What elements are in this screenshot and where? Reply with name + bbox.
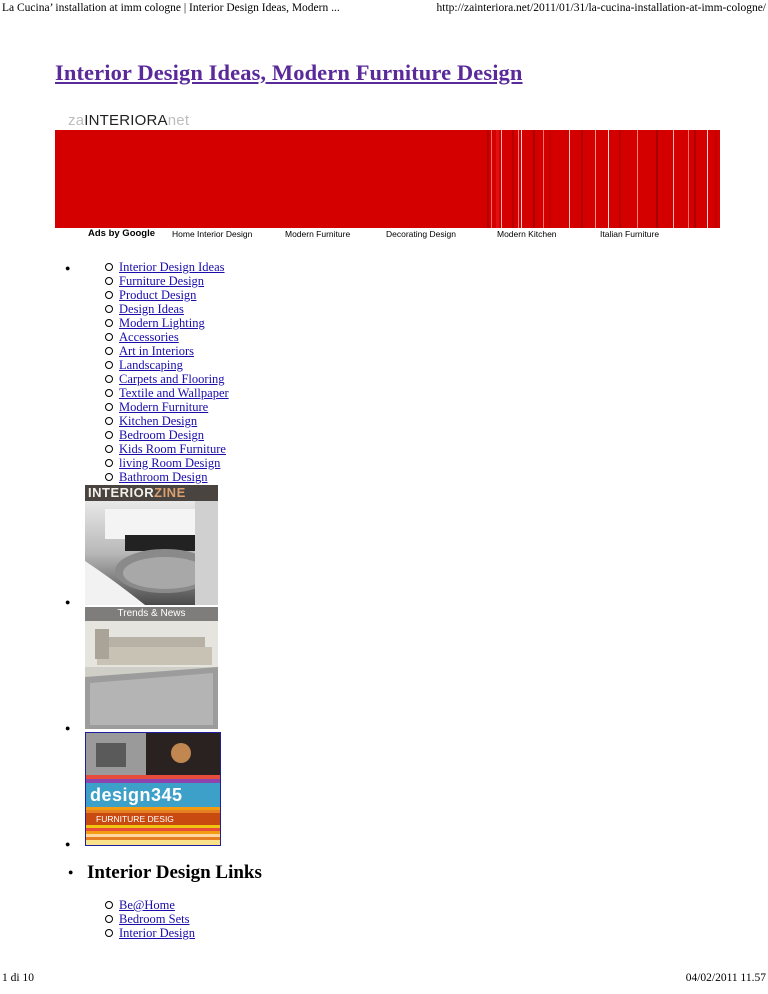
interiorzine-logo	[85, 485, 218, 501]
circle-bullet-icon	[105, 901, 113, 909]
menu-link[interactable]: Kids Room Furniture	[119, 442, 226, 456]
circle-bullet-icon	[105, 431, 113, 439]
circle-bullet-icon	[105, 459, 113, 467]
menu-link[interactable]: living Room Design	[119, 456, 221, 470]
menu-link[interactable]: Art in Interiors	[119, 344, 194, 358]
design345-logo-text: design345	[86, 783, 220, 807]
menu-item[interactable]	[105, 456, 229, 470]
trends-news-label: Trends & News	[85, 607, 218, 621]
menu-link[interactable]: Product Design	[119, 288, 197, 302]
menu-item[interactable]	[105, 274, 229, 288]
menu-item[interactable]	[105, 470, 229, 484]
link-be-at-home[interactable]: Be@Home	[119, 898, 175, 912]
ad-link-italian-furniture[interactable]: Italian Furniture	[600, 229, 660, 239]
ad-link-home-interior-design[interactable]: Home Interior Design	[172, 229, 253, 239]
menu-item[interactable]	[105, 288, 229, 302]
print-header	[0, 2, 768, 20]
list-item[interactable]	[105, 898, 195, 912]
circle-bullet-icon	[105, 915, 113, 923]
menu-link[interactable]: Landscaping	[119, 358, 183, 372]
circle-bullet-icon	[105, 445, 113, 453]
menu-link[interactable]: Furniture Design	[119, 274, 205, 288]
category-menu	[105, 260, 229, 484]
circle-bullet-icon	[105, 361, 113, 369]
interiorzine-photo	[85, 501, 218, 605]
menu-item[interactable]	[105, 260, 229, 274]
ad-link-modern-furniture[interactable]: Modern Furniture	[285, 229, 351, 239]
circle-bullet-icon	[105, 347, 113, 355]
circle-bullet-icon	[105, 277, 113, 285]
menu-link[interactable]: Interior Design Ideas	[119, 260, 225, 274]
menu-link[interactable]: Kitchen Design	[119, 414, 198, 428]
circle-bullet-icon	[105, 291, 113, 299]
circle-bullet-icon	[105, 417, 113, 425]
menu-item[interactable]	[105, 442, 229, 456]
ads-nav-bar	[55, 228, 720, 242]
menu-link[interactable]: Carpets and Flooring	[119, 372, 225, 386]
list-bullet: ●	[65, 263, 71, 273]
list-bullet: ●	[68, 867, 74, 877]
circle-bullet-icon	[105, 319, 113, 327]
menu-link[interactable]: Modern Lighting	[119, 316, 205, 330]
circle-bullet-icon	[105, 305, 113, 313]
menu-link[interactable]: Design Ideas	[119, 302, 184, 316]
circle-bullet-icon	[105, 403, 113, 411]
circle-bullet-icon	[105, 263, 113, 271]
menu-item[interactable]	[105, 428, 229, 442]
logo-suffix: net	[167, 112, 190, 129]
interiorzine-logo-part1: INTERIOR	[88, 485, 155, 500]
menu-link[interactable]: Textile and Wallpaper	[119, 386, 229, 400]
list-bullet: ●	[65, 723, 71, 733]
ad-link-modern-kitchen[interactable]: Modern Kitchen	[497, 229, 557, 239]
circle-bullet-icon	[105, 389, 113, 397]
list-bullet: ●	[65, 839, 71, 849]
site-title-link[interactable]: Interior Design Ideas, Modern Furniture Design	[55, 60, 523, 85]
circle-bullet-icon	[105, 473, 113, 481]
list-bullet: ●	[65, 597, 71, 607]
menu-item[interactable]	[105, 400, 229, 414]
interior-links-list	[105, 898, 195, 940]
link-bedroom-sets[interactable]: Bedroom Sets	[119, 912, 190, 926]
print-page-url: http://zainteriora.net/2011/01/31/la-cucina-installation-at-imm-cologne/	[436, 2, 766, 14]
menu-item[interactable]	[105, 358, 229, 372]
ads-by-google-label[interactable]: Ads by Google	[88, 228, 156, 239]
circle-bullet-icon	[105, 375, 113, 383]
menu-item[interactable]	[105, 316, 229, 330]
list-item[interactable]	[105, 926, 195, 940]
print-page-number: 1 di 10	[2, 972, 34, 984]
menu-item[interactable]	[105, 302, 229, 316]
logo-prefix: za	[68, 112, 85, 129]
list-item[interactable]	[105, 912, 195, 926]
menu-link[interactable]: Modern Furniture	[119, 400, 209, 414]
menu-item[interactable]	[105, 330, 229, 344]
menu-link[interactable]: Bathroom Design	[119, 470, 208, 484]
trends-news-photo	[85, 607, 218, 729]
menu-item[interactable]	[105, 372, 229, 386]
menu-link[interactable]: Bedroom Design	[119, 428, 205, 442]
banner-stripes-graphic	[485, 130, 720, 228]
print-footer	[0, 972, 768, 990]
menu-item[interactable]	[105, 386, 229, 400]
site-logo[interactable]	[68, 112, 189, 129]
link-interior-design[interactable]: Interior Design	[119, 926, 196, 940]
interiorzine-banner[interactable]	[85, 485, 218, 605]
links-section-heading: Interior Design Links	[87, 862, 262, 883]
menu-item[interactable]	[105, 344, 229, 358]
print-datetime: 04/02/2011 11.57	[685, 972, 766, 984]
ad-link-decorating-design[interactable]: Decorating Design	[386, 229, 456, 239]
design345-banner[interactable]	[85, 732, 221, 846]
menu-link[interactable]: Accessories	[119, 330, 179, 344]
logo-main: INTERIORA	[84, 112, 168, 129]
trends-news-banner[interactable]	[85, 607, 218, 729]
circle-bullet-icon	[105, 333, 113, 341]
design345-subtitle: FURNITURE DESIG	[86, 813, 220, 825]
interiorzine-logo-part2: ZINE	[154, 485, 186, 500]
header-banner	[55, 130, 720, 228]
menu-item[interactable]	[105, 414, 229, 428]
circle-bullet-icon	[105, 929, 113, 937]
print-page-title: La Cucina’ installation at imm cologne | Interior Design Ideas, Modern ...	[2, 2, 340, 14]
